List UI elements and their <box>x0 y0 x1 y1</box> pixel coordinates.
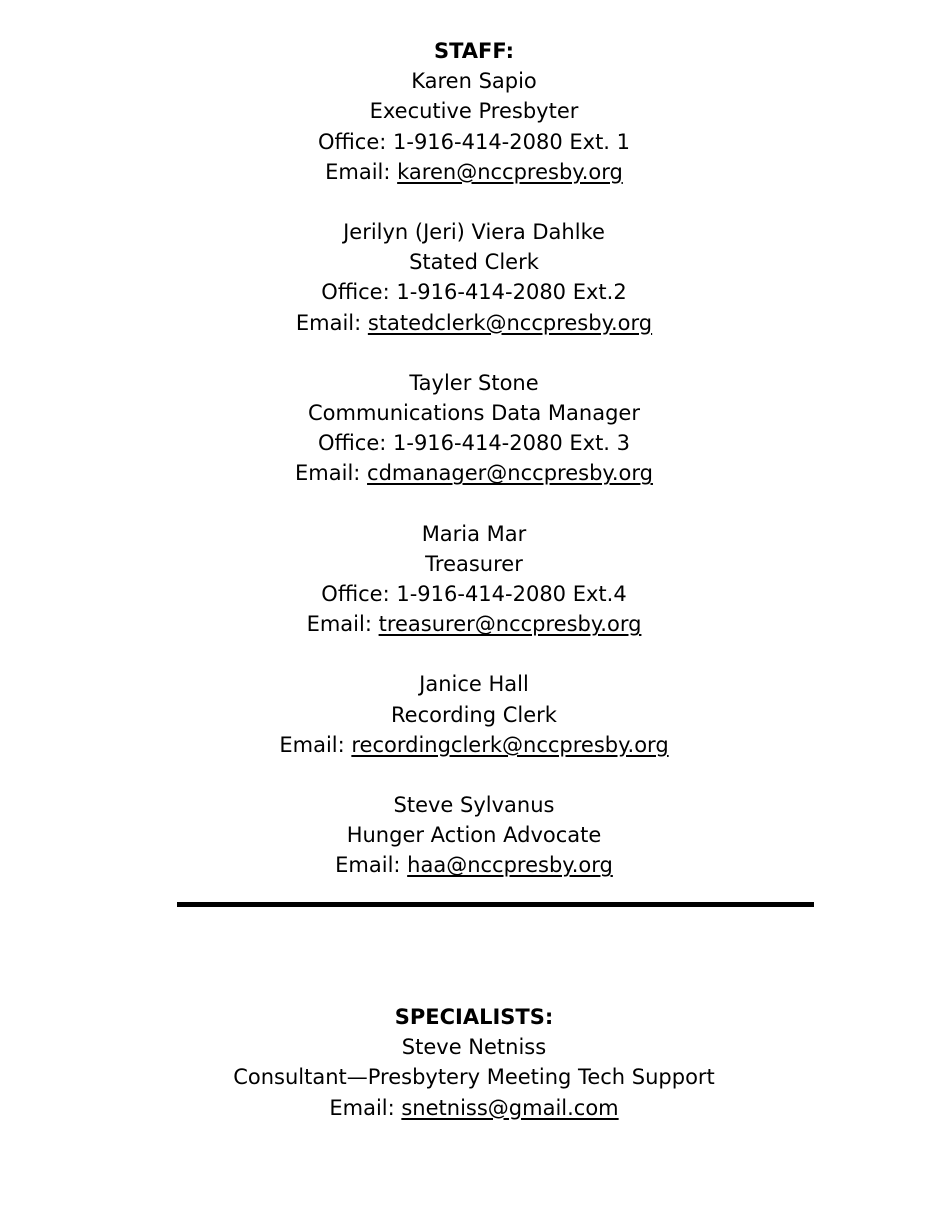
staff-email-line <box>0 609 948 639</box>
staff-name: Janice Hall <box>419 672 529 697</box>
staff-title: Executive Presbyter <box>369 99 579 124</box>
email-label: Email: <box>329 1095 402 1120</box>
specialists-heading: SPECIALISTS: <box>394 1005 554 1029</box>
staff-name: Karen Sapio <box>411 69 537 94</box>
staff-section <box>0 36 948 881</box>
staff-title: Recording Clerk <box>391 702 557 727</box>
staff-name: Maria Mar <box>421 521 527 546</box>
staff-office-phone: Office: 1-916-414-2080 Ext.2 <box>321 280 627 305</box>
specialist-email-line <box>0 1093 948 1123</box>
staff-email-link[interactable]: statedclerk@nccpresby.org <box>367 310 653 335</box>
staff-email-line <box>0 308 948 338</box>
email-label: Email: <box>306 612 379 637</box>
specialist-entry-steve-netniss <box>0 1032 948 1123</box>
staff-entry-jeri-viera-dahlke <box>0 217 948 338</box>
staff-name: Tayler Stone <box>409 370 539 395</box>
staff-email-line <box>0 730 948 760</box>
staff-title: Stated Clerk <box>409 250 539 275</box>
staff-email-line <box>0 458 948 488</box>
staff-email-link[interactable]: haa@nccpresby.org <box>407 853 613 878</box>
staff-entry-karen-sapio <box>0 66 948 187</box>
staff-title: Hunger Action Advocate <box>346 823 602 848</box>
specialist-email-link[interactable]: snetniss@gmail.com <box>401 1095 619 1120</box>
staff-office-phone: Office: 1-916-414-2080 Ext. 1 <box>317 129 631 154</box>
email-label: Email: <box>279 732 352 757</box>
staff-title: Communications Data Manager <box>307 401 640 426</box>
staff-email-line <box>0 850 948 880</box>
staff-email-link[interactable]: cdmanager@nccpresby.org <box>367 461 653 486</box>
staff-entry-tayler-stone <box>0 368 948 489</box>
staff-entry-steve-sylvanus <box>0 790 948 881</box>
email-label: Email: <box>295 461 368 486</box>
section-divider <box>177 902 814 907</box>
staff-email-link[interactable]: recordingclerk@nccpresby.org <box>351 732 669 757</box>
staff-office-phone: Office: 1-916-414-2080 Ext.4 <box>321 582 627 607</box>
specialist-title: Consultant—Presbytery Meeting Tech Support <box>233 1065 715 1090</box>
staff-office-phone: Office: 1-916-414-2080 Ext. 3 <box>317 431 631 456</box>
specialist-name: Steve Netniss <box>401 1035 547 1060</box>
email-label: Email: <box>335 853 408 878</box>
staff-email-link[interactable]: treasurer@nccpresby.org <box>378 612 642 637</box>
staff-entry-maria-mar <box>0 519 948 640</box>
staff-email-link[interactable]: karen@nccpresby.org <box>397 159 623 184</box>
email-label: Email: <box>325 159 398 184</box>
staff-name: Jerilyn (Jeri) Viera Dahlke <box>343 220 605 245</box>
specialists-section <box>0 1002 948 1123</box>
staff-heading: STAFF: <box>433 39 514 63</box>
email-label: Email: <box>295 310 368 335</box>
staff-entry-janice-hall <box>0 669 948 760</box>
staff-email-line <box>0 157 948 187</box>
staff-name: Steve Sylvanus <box>393 793 555 818</box>
staff-title: Treasurer <box>425 551 523 576</box>
